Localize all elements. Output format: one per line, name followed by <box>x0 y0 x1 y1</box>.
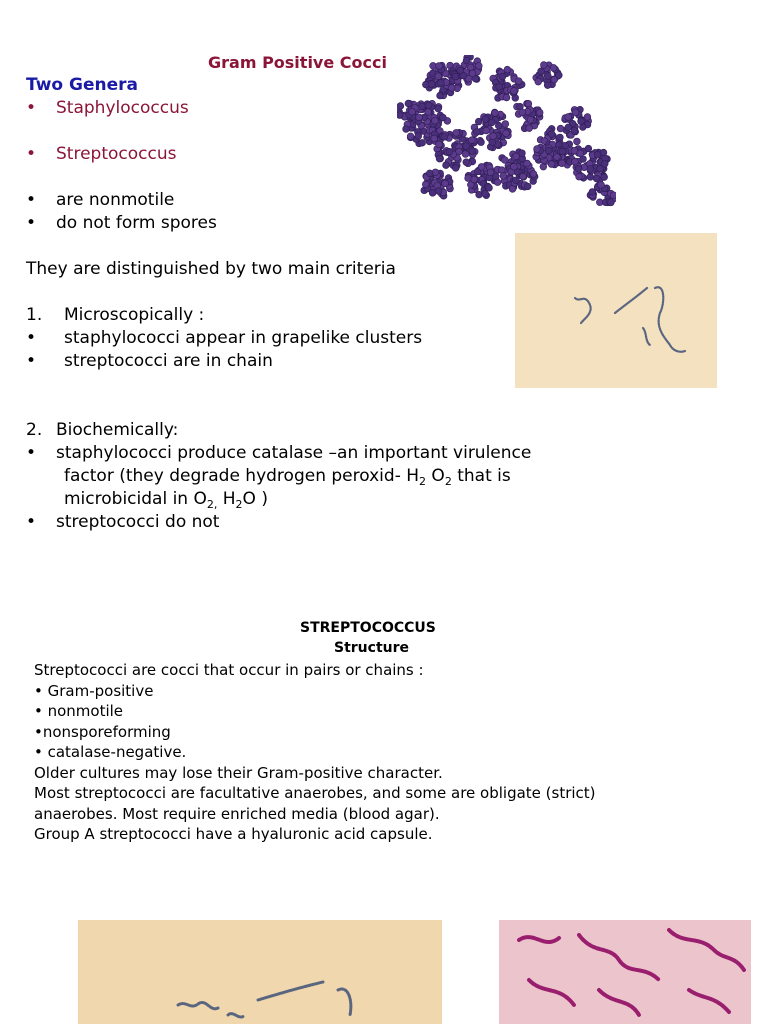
structure-line: Group A streptococci have a hyaluronic acid capsule. <box>34 825 433 843</box>
section-title-streptococcus: STREPTOCOCCUS <box>300 620 436 636</box>
genus-staphylococcus: • Staphylococcus <box>26 98 189 118</box>
structure-line: • Gram-positive <box>34 681 154 700</box>
structure-line: •nonsporeforming <box>34 722 171 741</box>
staphylococcus-micrograph <box>397 55 616 220</box>
structure-line: Most streptococci are facultative anaerobes, and some are obligate (strict) <box>34 784 596 802</box>
streptococcus-micrograph-3 <box>499 920 751 1024</box>
micro-item-clusters: • staphylococci appear in grapelike clusters <box>26 328 423 348</box>
bio-item-strep: • streptococci do not <box>26 512 220 532</box>
page-title: Gram Positive Cocci <box>208 53 387 72</box>
bio-item-catalase: • staphylococci produce catalase –an important virulence <box>26 443 532 463</box>
section-subtitle-structure: Structure <box>334 640 410 656</box>
criterion-microscopic: 1. Microscopically : <box>26 305 205 325</box>
micro-item-chains: • streptococci are in chain <box>26 351 273 371</box>
streptococcus-micrograph-2 <box>78 920 442 1024</box>
structure-line: Streptococci are cocci that occur in pairs or chains : <box>34 661 424 679</box>
property-nonmotile: • are nonmotile <box>26 190 175 210</box>
structure-line: • nonmotile <box>34 702 124 720</box>
structure-line: Older cultures may lose their Gram-positive character. <box>34 763 443 782</box>
bio-item-catalase-line3: microbicidal in $O_{2,}$ $H_2O$ ) <box>64 489 268 511</box>
genus-streptococcus: • Streptococcus <box>26 144 177 164</box>
structure-line: anaerobes. Most require enriched media (blood agar). <box>34 804 440 823</box>
criteria-intro: They are distinguished by two main criteria <box>26 259 396 279</box>
property-no-spores: • do not form spores <box>26 213 217 233</box>
structure-line: • catalase-negative. <box>34 743 187 761</box>
image-credit: ASM MicrobeLibrary.org © Smith <box>449 212 547 219</box>
bio-item-catalase-line2: factor (they degrade hydrogen peroxid- $H_2$ $O_2$ that is <box>64 466 511 488</box>
streptococcus-micrograph-1 <box>515 233 717 388</box>
genera-heading: Two Genera <box>26 75 139 95</box>
structure-text <box>34 660 596 845</box>
criterion-biochemical: 2. Biochemically: <box>26 420 179 440</box>
